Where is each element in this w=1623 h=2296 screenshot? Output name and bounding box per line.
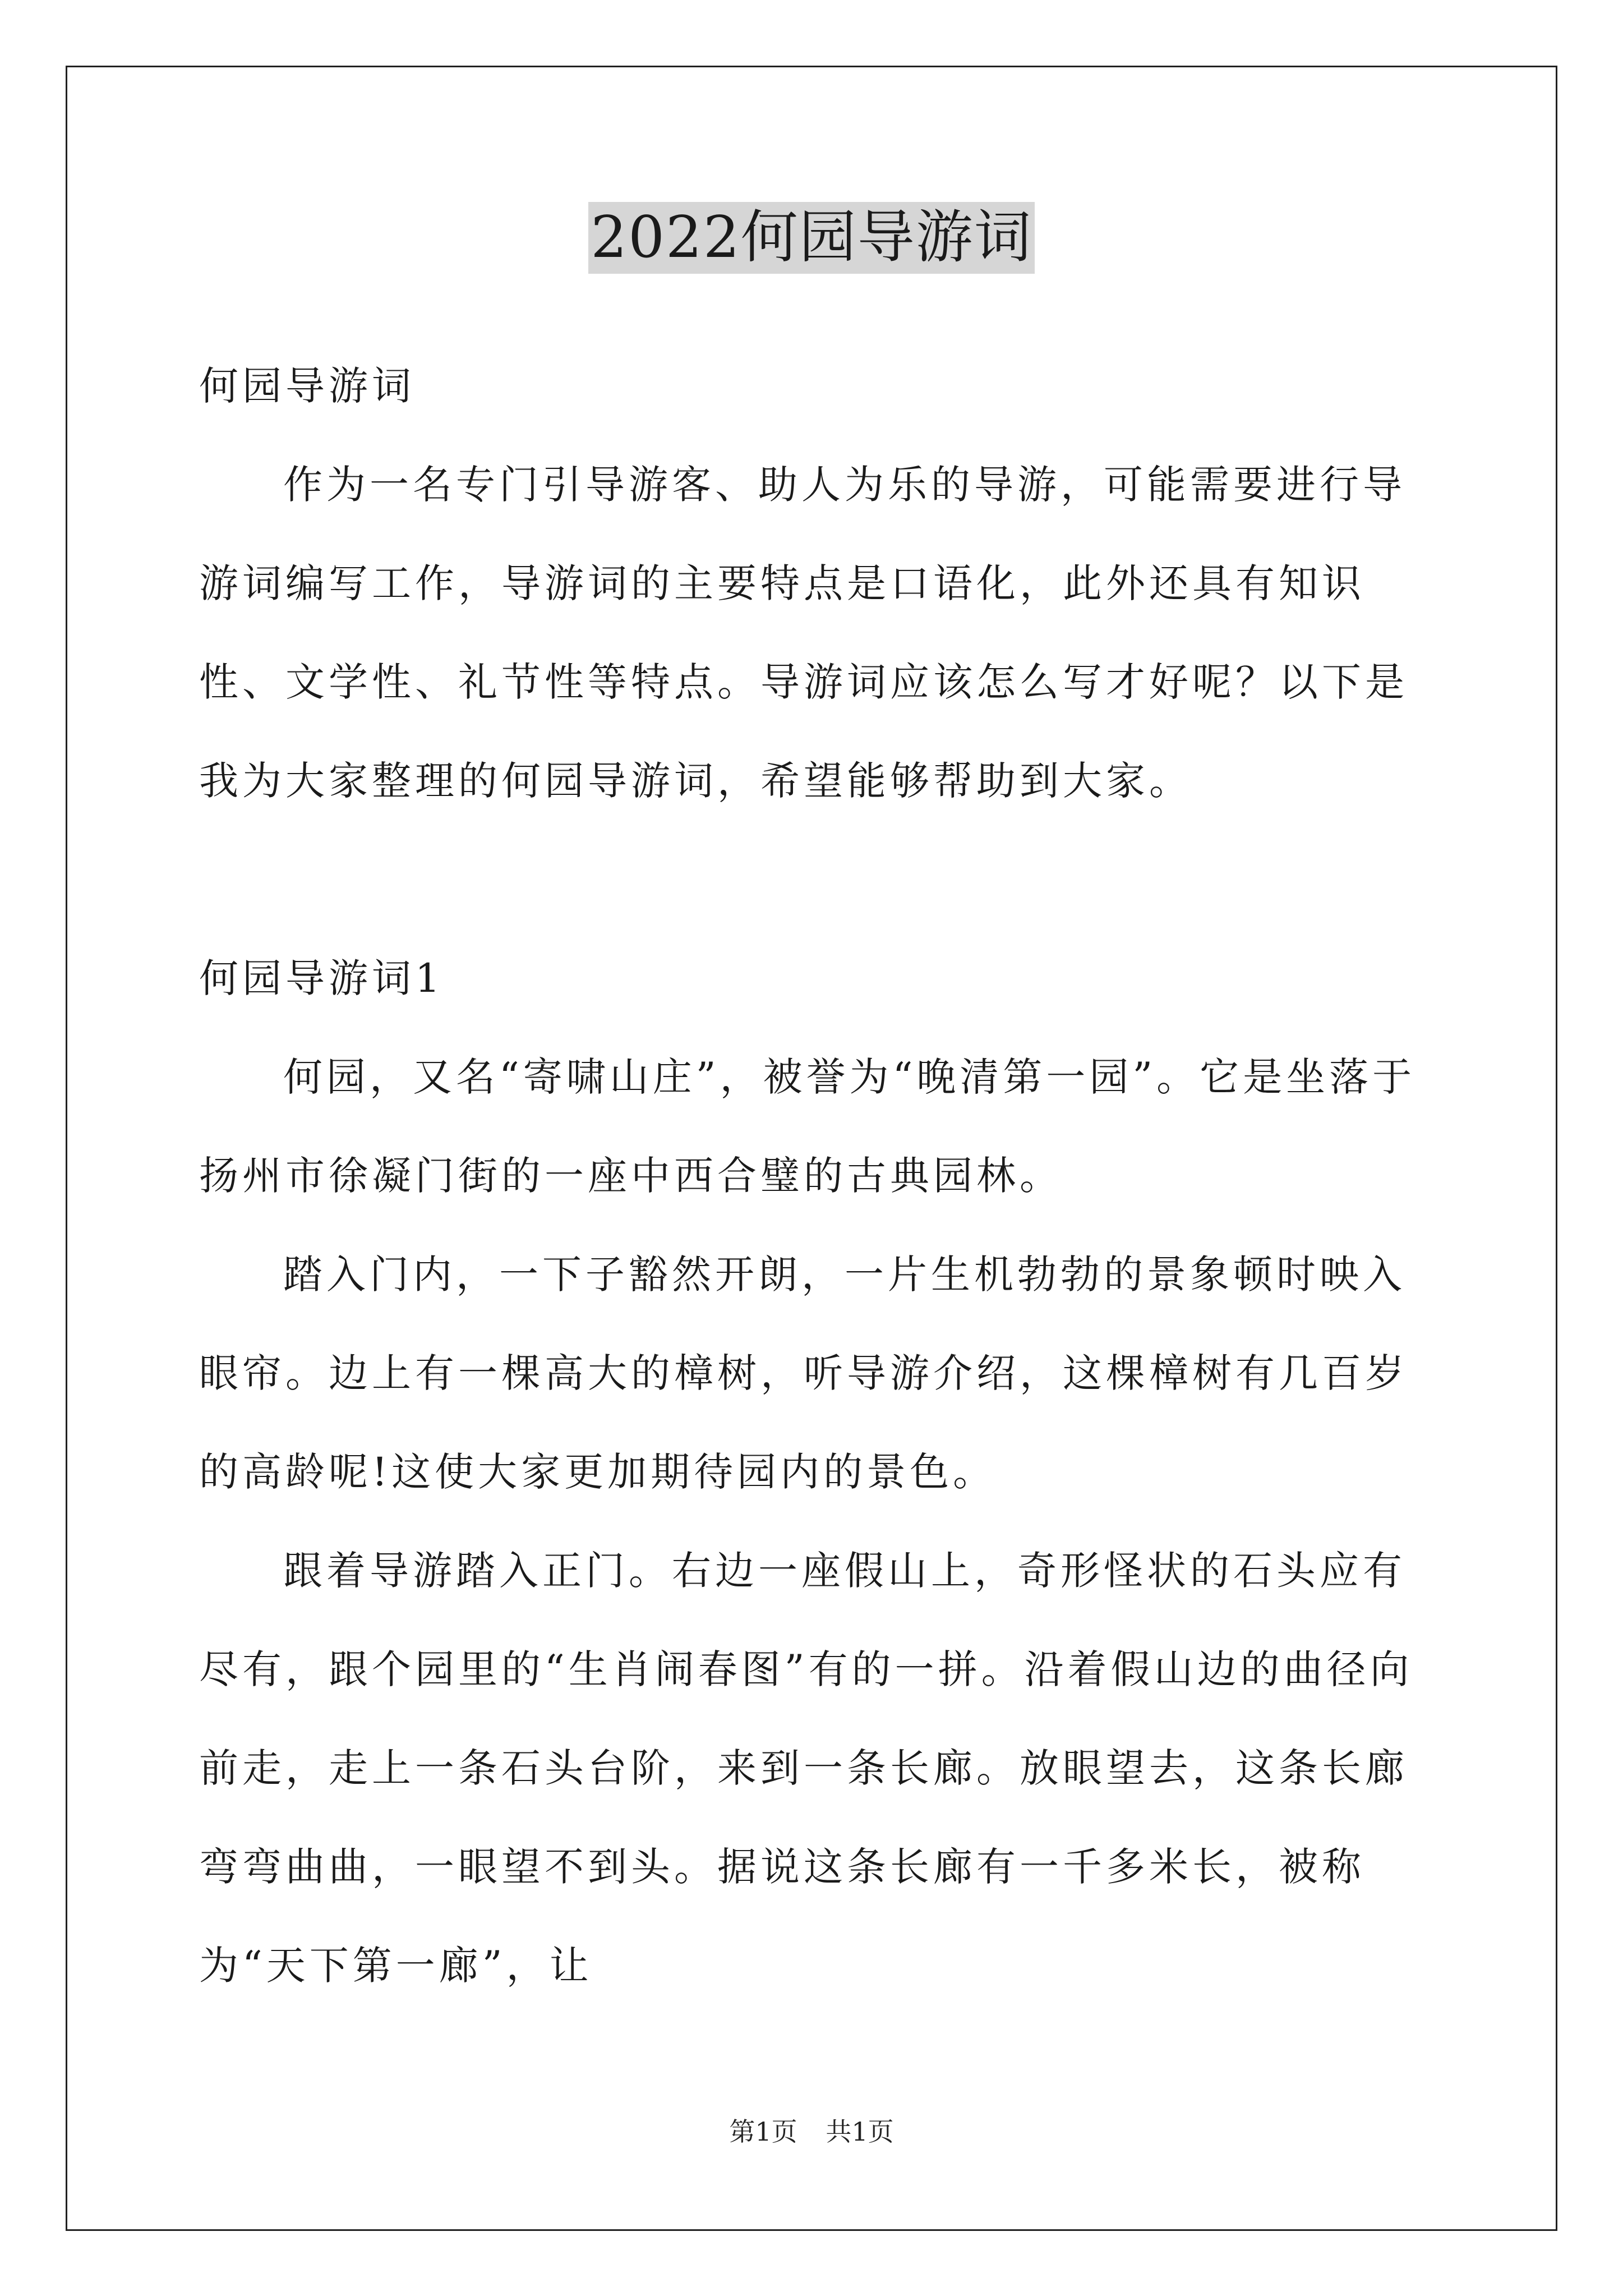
- page-number: 第1页: [729, 2116, 797, 2147]
- title-container: [0, 202, 1623, 274]
- page-total: 共1页: [826, 2116, 894, 2147]
- body-paragraph: 何园，又名“寄啸山庄”，被誉为“晚清第一园”。它是坐落于扬州市徐凝门街的一座中西合璧的古典园林。: [199, 1054, 1416, 1199]
- document-body: [199, 337, 1433, 2015]
- body-paragraph: 跟着导游踏入正门。右边一座假山上，奇形怪状的石头应有尽有，跟个园里的“生肖闹春图”有的一拼。沿着假山边的曲径向前走，走上一条石头台阶，来到一条长廊。放眼望去，这条长廊弯弯曲曲，一眼望不到头。据说这条长廊有一千多米长，被称为“天下第一廊”，让: [199, 1548, 1413, 1989]
- intro-paragraph: 作为一名专门引导游客、助人为乐的导游，可能需要进行导游词编写工作，导游词的主要特点是口语化，此外还具有知识性、文学性、礼节性等特点。导游词应该怎么写才好呢？以下是我为大家整理的何园导游词，希望能够帮助到大家。: [199, 462, 1408, 804]
- intro-heading: 何园导游词: [199, 363, 415, 409]
- document-title: 2022何园导游词: [588, 202, 1035, 274]
- section-gap: [199, 830, 1433, 929]
- body-paragraph: 踏入门内，一下子豁然开朗，一片生机勃勃的景象顿时映入眼帘。边上有一棵高大的樟树，听导游介绍，这棵樟树有几百岁的高龄呢!这使大家更加期待园内的景色。: [199, 1251, 1408, 1495]
- page-footer: [0, 2115, 1623, 2148]
- section-heading: 何园导游词1: [199, 955, 444, 1001]
